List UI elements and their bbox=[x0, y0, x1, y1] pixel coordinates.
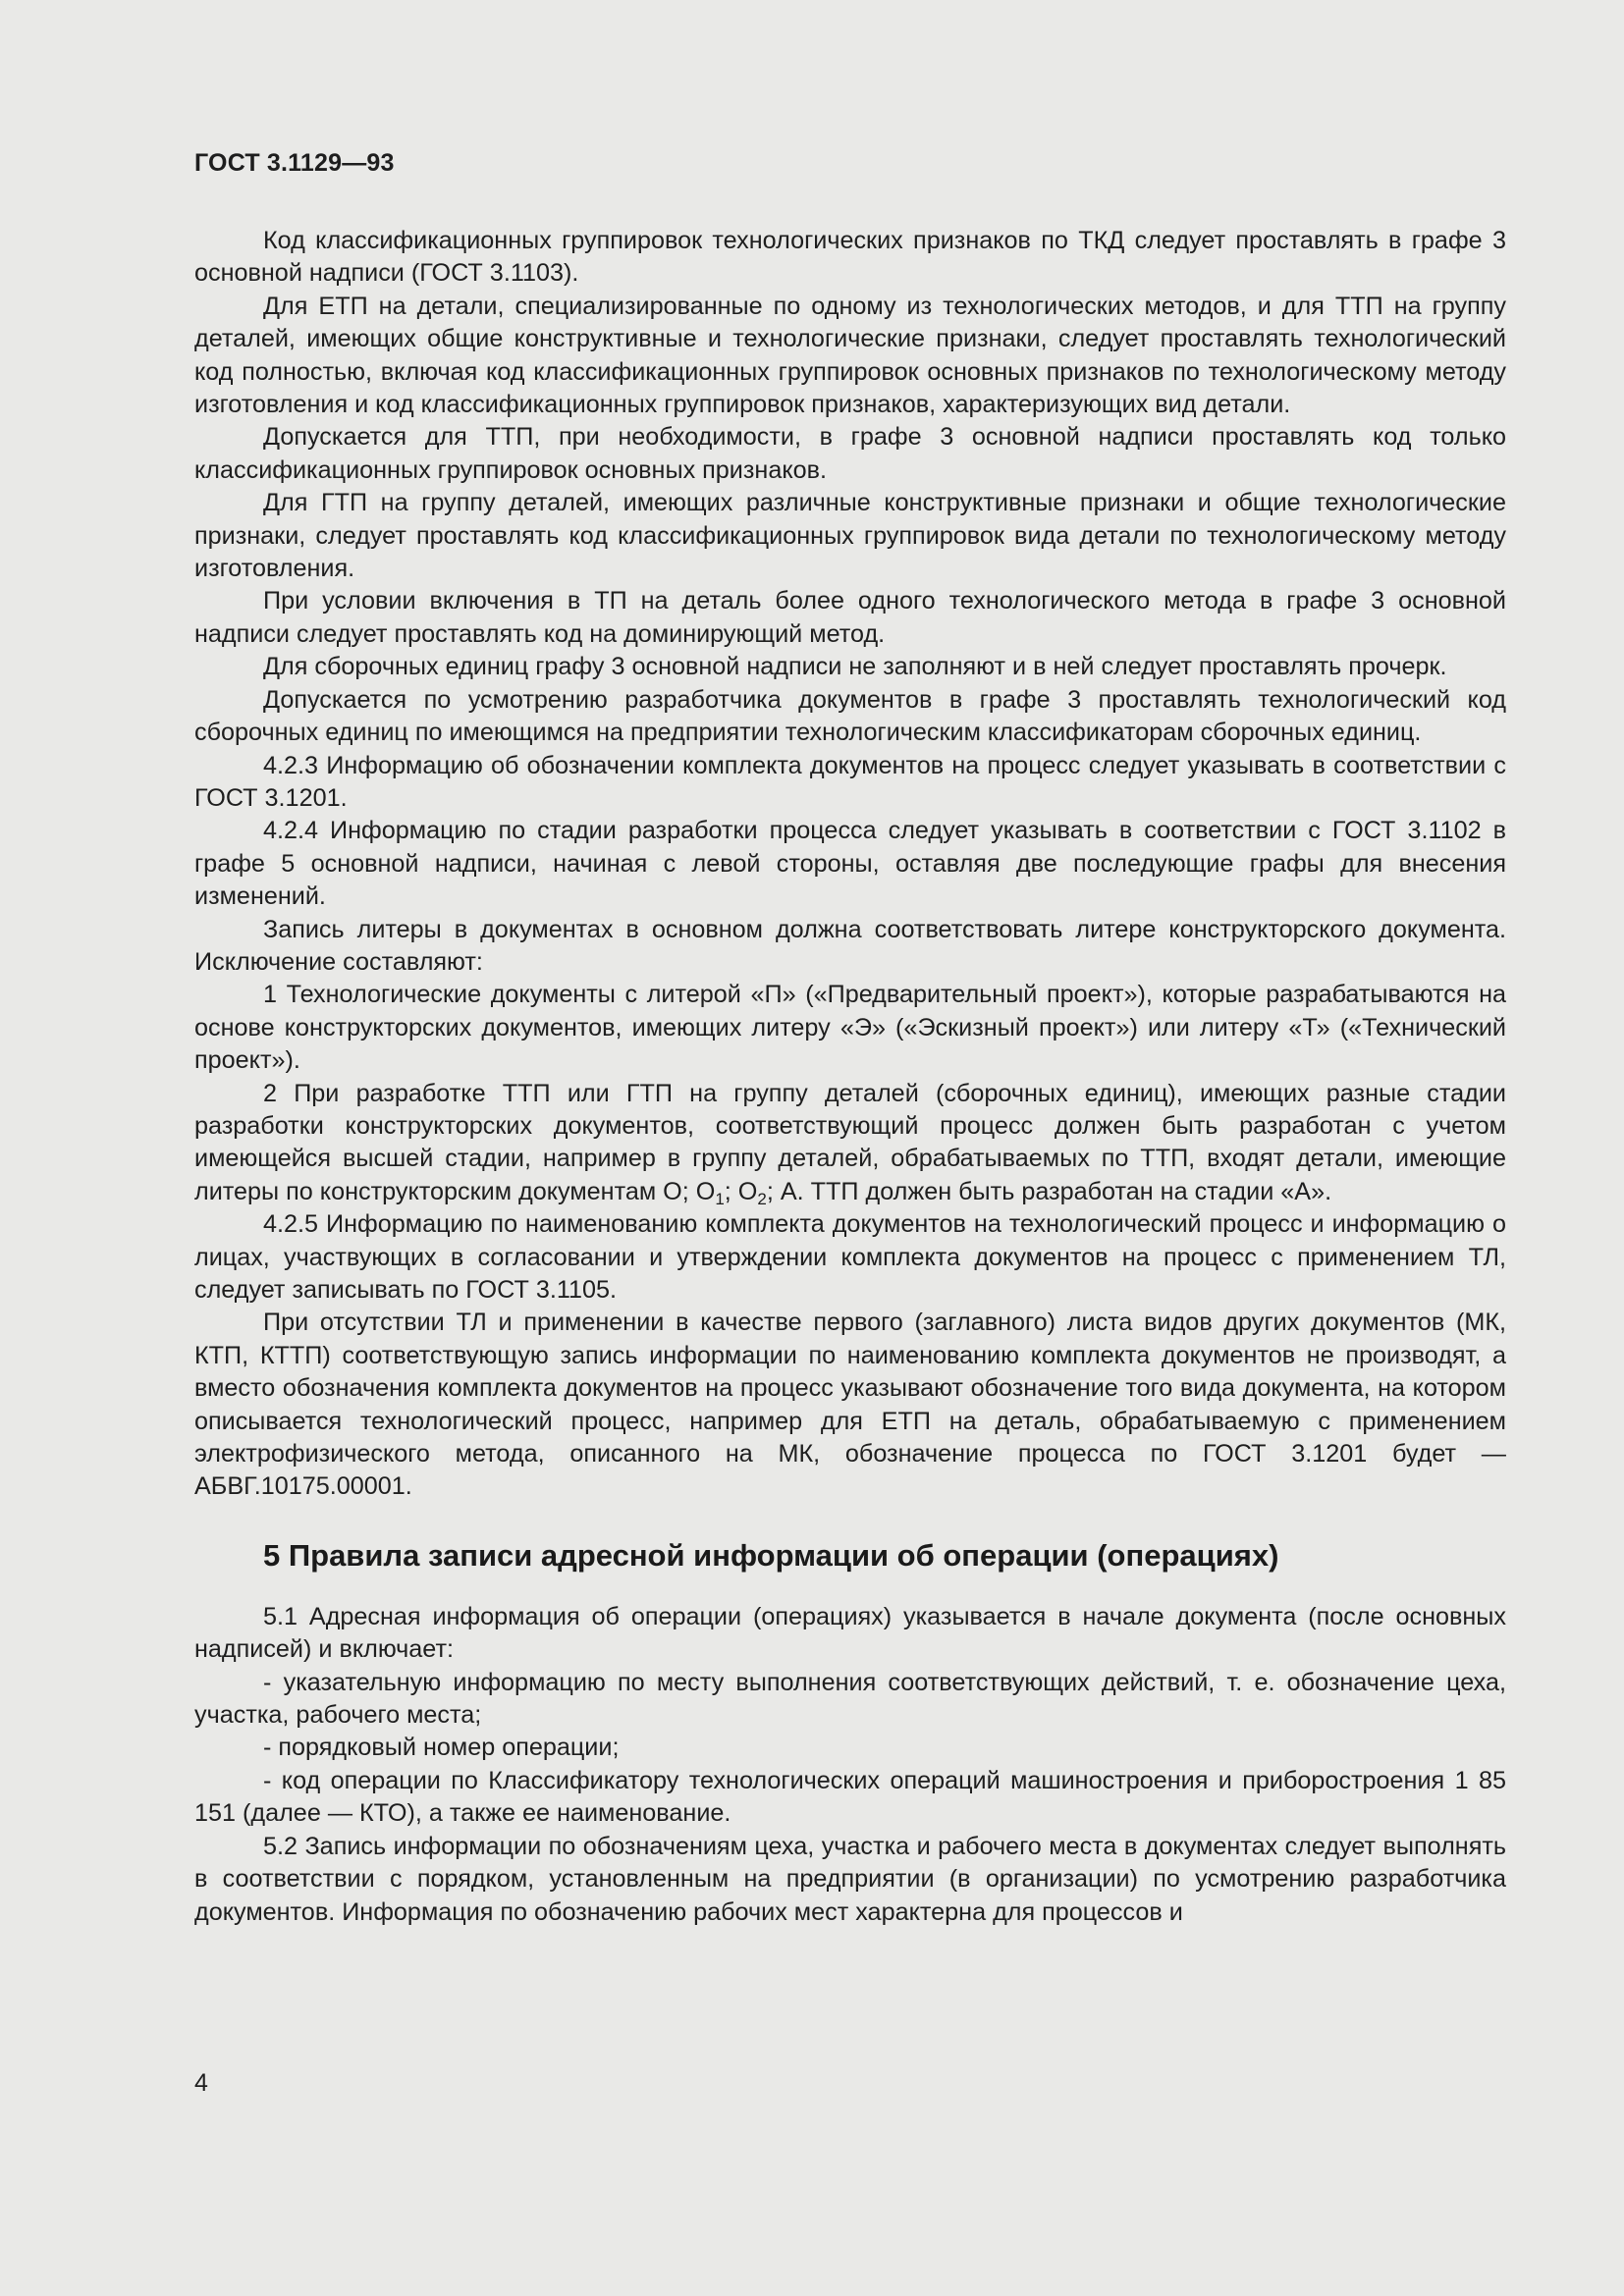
text-run: ; А. ТТП должен быть разработан на стадии «А». bbox=[766, 1177, 1332, 1205]
clause-4-2-4: 4.2.4 Информацию по стадии разработки процесса следует указывать в соответствии с ГОСТ 3.1102 в графе 5 основной надписи, начиная с левой стороны, оставляя две последующие графы для внесения изменений. bbox=[194, 817, 1506, 911]
exception-item-1: 1 Технологические документы с литерой «П» («Предварительный проект»), которые разрабатываются на основе конструкторских документов, имеющих литеру «Э» («Эскизный проект») или литеру «Т» («Технический проект»). bbox=[194, 981, 1506, 1075]
paragraph: При условии включения в ТП на деталь более одного технологического метода в графе 3 основной надписи следует проставлять код на доминирующий метод. bbox=[194, 587, 1506, 648]
paragraph: Допускается по усмотрению разработчика документов в графе 3 проставлять технологический код сборочных единиц по имеющимся на предприятии технологическим классификаторам сборочных единиц. bbox=[194, 685, 1506, 747]
clause-5-1: 5.1 Адресная информация об операции (операциях) указывается в начале документа (после основных надписей) и включает: bbox=[194, 1602, 1506, 1664]
paragraph: Запись литеры в документах в основном должна соответствовать литере конструкторского документа. Исключение составляют: bbox=[194, 915, 1506, 976]
list-item: - код операции по Классификатору технологических операций машиностроения и приборостроения 1 85 151 (далее — КТО), а также ее наименование. bbox=[194, 1766, 1506, 1828]
paragraph: Допускается для ТТП, при необходимости, в графе 3 основной надписи проставлять код только классификационных группировок основных признаков. bbox=[194, 423, 1506, 484]
text-run: ; О bbox=[724, 1177, 758, 1205]
document-id: ГОСТ 3.1129—93 bbox=[194, 149, 395, 177]
text-run: 2 При разработке ТТП или ГТП на группу деталей (сборочных единиц), имеющих разные стадии разработки конструкторских документов, соответствующий процесс должен быть разработан с учетом имеющейся высшей стадии, например в группу деталей, обрабатываемых по ТТП, входят детали, имеющие литеры по конструкторским документам О; О bbox=[194, 1079, 1506, 1205]
list-item: - порядковый номер операции; bbox=[263, 1734, 620, 1762]
subscript: 1 bbox=[715, 1189, 725, 1208]
clause-4-2-5: 4.2.5 Информацию по наименованию комплекта документов на технологический процесс и информацию о лицах, участвующих в согласовании и утверждении комплекта документов на процесс с применением ТЛ, следует записывать по ГОСТ 3.1105. bbox=[194, 1210, 1506, 1304]
paragraph: Для ЕТП на детали, специализированные по одному из технологических методов, и для ТТП на группу деталей, имеющих общие конструктивные и технологические признаки, следует проставлять технологический код полностью, включая код классификационных группировок основных признаков по технологическому методу изготовления и код классификационных группировок признаков, характеризующих вид детали. bbox=[194, 292, 1506, 419]
section-heading: 5 Правила записи адресной информации об операции (операциях) bbox=[263, 1537, 1279, 1573]
clause-4-2-3: 4.2.3 Информацию об обозначении комплекта документов на процесс следует указывать в соответствии с ГОСТ 3.1201. bbox=[194, 751, 1506, 812]
clause-5-2: 5.2 Запись информации по обозначениям цеха, участка и рабочего места в документах следует выполнять в соответствии с порядком, установленным на предприятии (в организации) по усмотрению разработчика документов. Информация по обозначению рабочих мест характерна для процессов и bbox=[194, 1832, 1506, 1926]
page-number: 4 bbox=[194, 2069, 208, 2097]
paragraph: Код классификационных группировок технологических признаков по ТКД следует проставлять в графе 3 основной надписи (ГОСТ 3.1103). bbox=[194, 227, 1506, 288]
list-item: - указательную информацию по месту выполнения соответствующих действий, т. е. обозначение цеха, участка, рабочего места; bbox=[194, 1668, 1506, 1730]
document-body bbox=[194, 225, 1506, 1929]
exception-item-2 bbox=[194, 1078, 1506, 1209]
paragraph: Для ГТП на группу деталей, имеющих различные конструктивные признаки и общие технологические признаки, следует проставлять код классификационных группировок вида детали по технологическому методу изготовления. bbox=[194, 489, 1506, 583]
subscript: 2 bbox=[757, 1189, 767, 1208]
paragraph: При отсутствии ТЛ и применении в качестве первого (заглавного) листа видов других документов (МК, КТП, КТТП) соответствующую запись информации по наименованию комплекта документов не производят, а вместо обозначения комплекта документов на процесс указывают обозначение того вида документа, на котором описывается технологический процесс, например для ЕТП на деталь, обрабатываемую с применением электрофизического метода, описанного на МК, обозначение процесса по ГОСТ 3.1201 будет — АБВГ.10175.00001. bbox=[194, 1308, 1506, 1501]
paragraph: Для сборочных единиц графу 3 основной надписи не заполняют и в ней следует проставлять прочерк. bbox=[263, 653, 1447, 681]
